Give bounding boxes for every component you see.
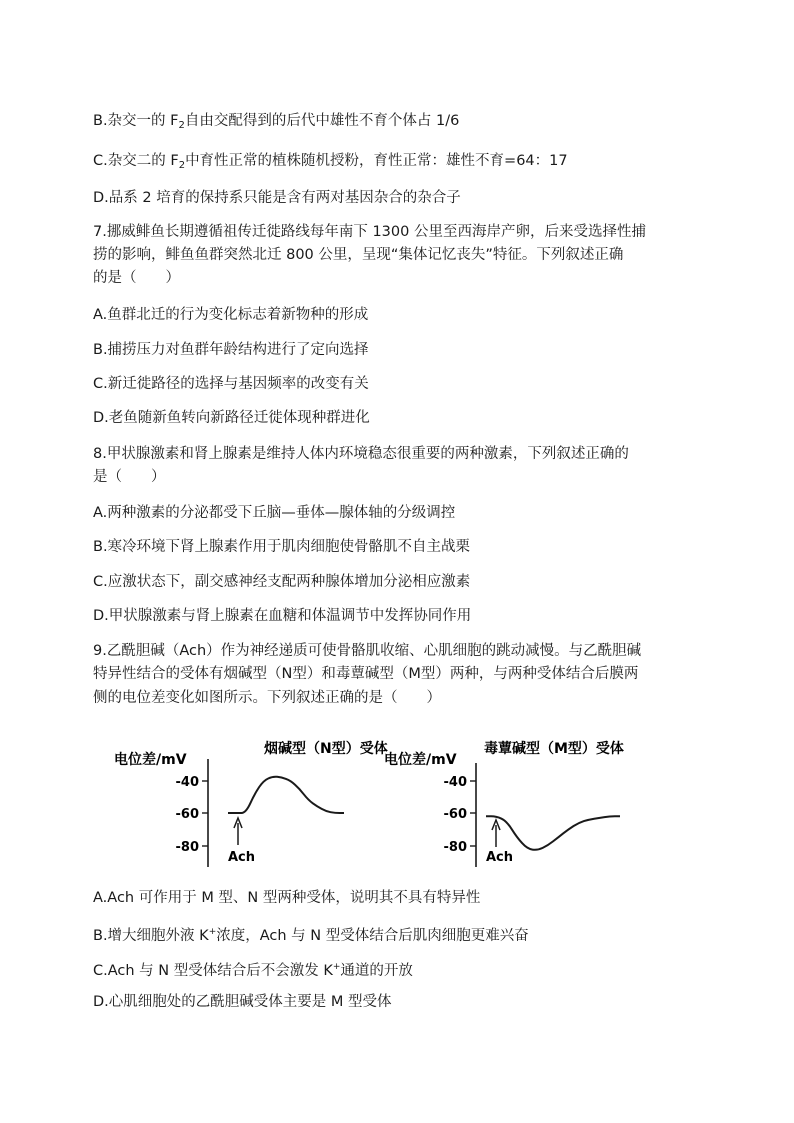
subscript: 2 [178, 160, 186, 171]
q9-stem-line-3: 侧的电位差变化如图所示。下列叙述正确的是（ ） [93, 690, 441, 706]
q8-option-b: B.寒冷环境下肾上腺素作用于肌肉细胞使骨骼肌不自主战栗 [93, 539, 471, 555]
chart-n-type [114, 740, 388, 867]
chart-n-tick-label-60: -60 [175, 807, 199, 822]
chart-m-tick-label-80: -80 [443, 840, 467, 855]
superscript: + [332, 962, 341, 972]
chart-n-ach-label: Ach [228, 850, 256, 865]
chart-m-curve [486, 816, 620, 849]
chart-n-title: 烟碱型（N型）受体 [264, 741, 388, 757]
q7-stem-line-3: 的是（ ） [93, 270, 180, 286]
q8-stem-line-2: 是（ ） [93, 469, 166, 485]
q6-option-c-text-end: 中育性正常的植株随机授粉，育性正常：雄性不育=64：17 [185, 153, 568, 169]
q8-option-c: C.应激状态下，副交感神经支配两种腺体增加分泌相应激素 [93, 574, 471, 590]
q6-option-c [93, 151, 568, 176]
chart-m-tick-label-40: -40 [443, 775, 467, 790]
q9-option-b-text: B.增大细胞外液 K [93, 928, 209, 944]
q9-stem-line-1: 9.乙酰胆碱（Ach）作为神经递质可使骨骼肌收缩、心肌细胞的跳动减慢。与乙酰胆碱 [93, 643, 642, 659]
q8-option-a: A.两种激素的分泌都受下丘脑—垂体—腺体轴的分级调控 [93, 505, 456, 521]
potential-figure [112, 733, 652, 868]
q6-option-c-text: C.杂交二的 F [93, 153, 179, 169]
chart-n-tick-label-40: -40 [175, 775, 199, 790]
q9-option-c-text-end: 通道的开放 [340, 963, 413, 979]
q7-stem-line-1: 7.挪威鲱鱼长期遵循祖传迁徙路线每年南下 1300 公里至西海岸产卵，后来受选择性捕 [93, 224, 646, 240]
q9-option-b [93, 922, 529, 946]
chart-m-ach-label: Ach [486, 850, 514, 865]
q8-option-d: D.甲状腺激素与肾上腺素在血糖和体温调节中发挥协同作用 [93, 608, 472, 624]
q8-stem-line-1: 8.甲状腺激素和肾上腺素是维持人体内环境稳态很重要的两种激素，下列叙述正确的 [93, 446, 629, 462]
chart-m-type [384, 740, 624, 867]
q6-option-b-text: B.杂交一的 F [93, 113, 179, 129]
q6-option-d: D.品系 2 培育的保持系只能是含有两对基因杂合的杂合子 [93, 190, 461, 206]
q7-option-c: C.新迁徙路径的选择与基因频率的改变有关 [93, 376, 369, 392]
superscript: + [208, 927, 217, 937]
q7-option-d: D.老鱼随新鱼转向新路径迁徙体现种群进化 [93, 410, 370, 426]
q6-option-b-text-end: 自由交配得到的后代中雄性不育个体占 1/6 [184, 113, 460, 129]
chart-m-title: 毒蕈碱型（M型）受体 [484, 741, 624, 757]
chart-n-tick-label-80: -80 [175, 840, 199, 855]
q9-option-d: D.心肌细胞处的乙酰胆碱受体主要是 M 型受体 [93, 994, 392, 1010]
chart-n-curve [228, 777, 344, 813]
chart-m-ylabel: 电位差/mV [384, 752, 457, 768]
subscript: 2 [178, 120, 185, 131]
q9-option-c [93, 957, 413, 981]
q9-option-a: A.Ach 可作用于 M 型、N 型两种受体，说明其不具有特异性 [93, 890, 481, 906]
potential-charts-svg [112, 733, 652, 868]
q9-option-b-text-end: 浓度，Ach 与 N 型受体结合后肌肉细胞更难兴奋 [216, 928, 529, 944]
q7-stem-line-2: 捞的影响，鲱鱼鱼群突然北迁 800 公里，呈现“集体记忆丧失”特征。下列叙述正确 [93, 247, 624, 263]
q7-option-b: B.捕捞压力对鱼群年龄结构进行了定向选择 [93, 342, 369, 358]
q9-option-c-text: C.Ach 与 N 型受体结合后不会激发 K [93, 963, 333, 979]
q9-stem-line-2: 特异性结合的受体有烟碱型（N型）和毒蕈碱型（M型）两种，与两种受体结合后膜两 [93, 666, 639, 682]
q7-option-a: A.鱼群北迁的行为变化标志着新物种的形成 [93, 307, 369, 323]
chart-m-tick-label-60: -60 [443, 807, 467, 822]
q6-option-b [93, 111, 459, 136]
chart-n-ylabel: 电位差/mV [114, 752, 187, 768]
